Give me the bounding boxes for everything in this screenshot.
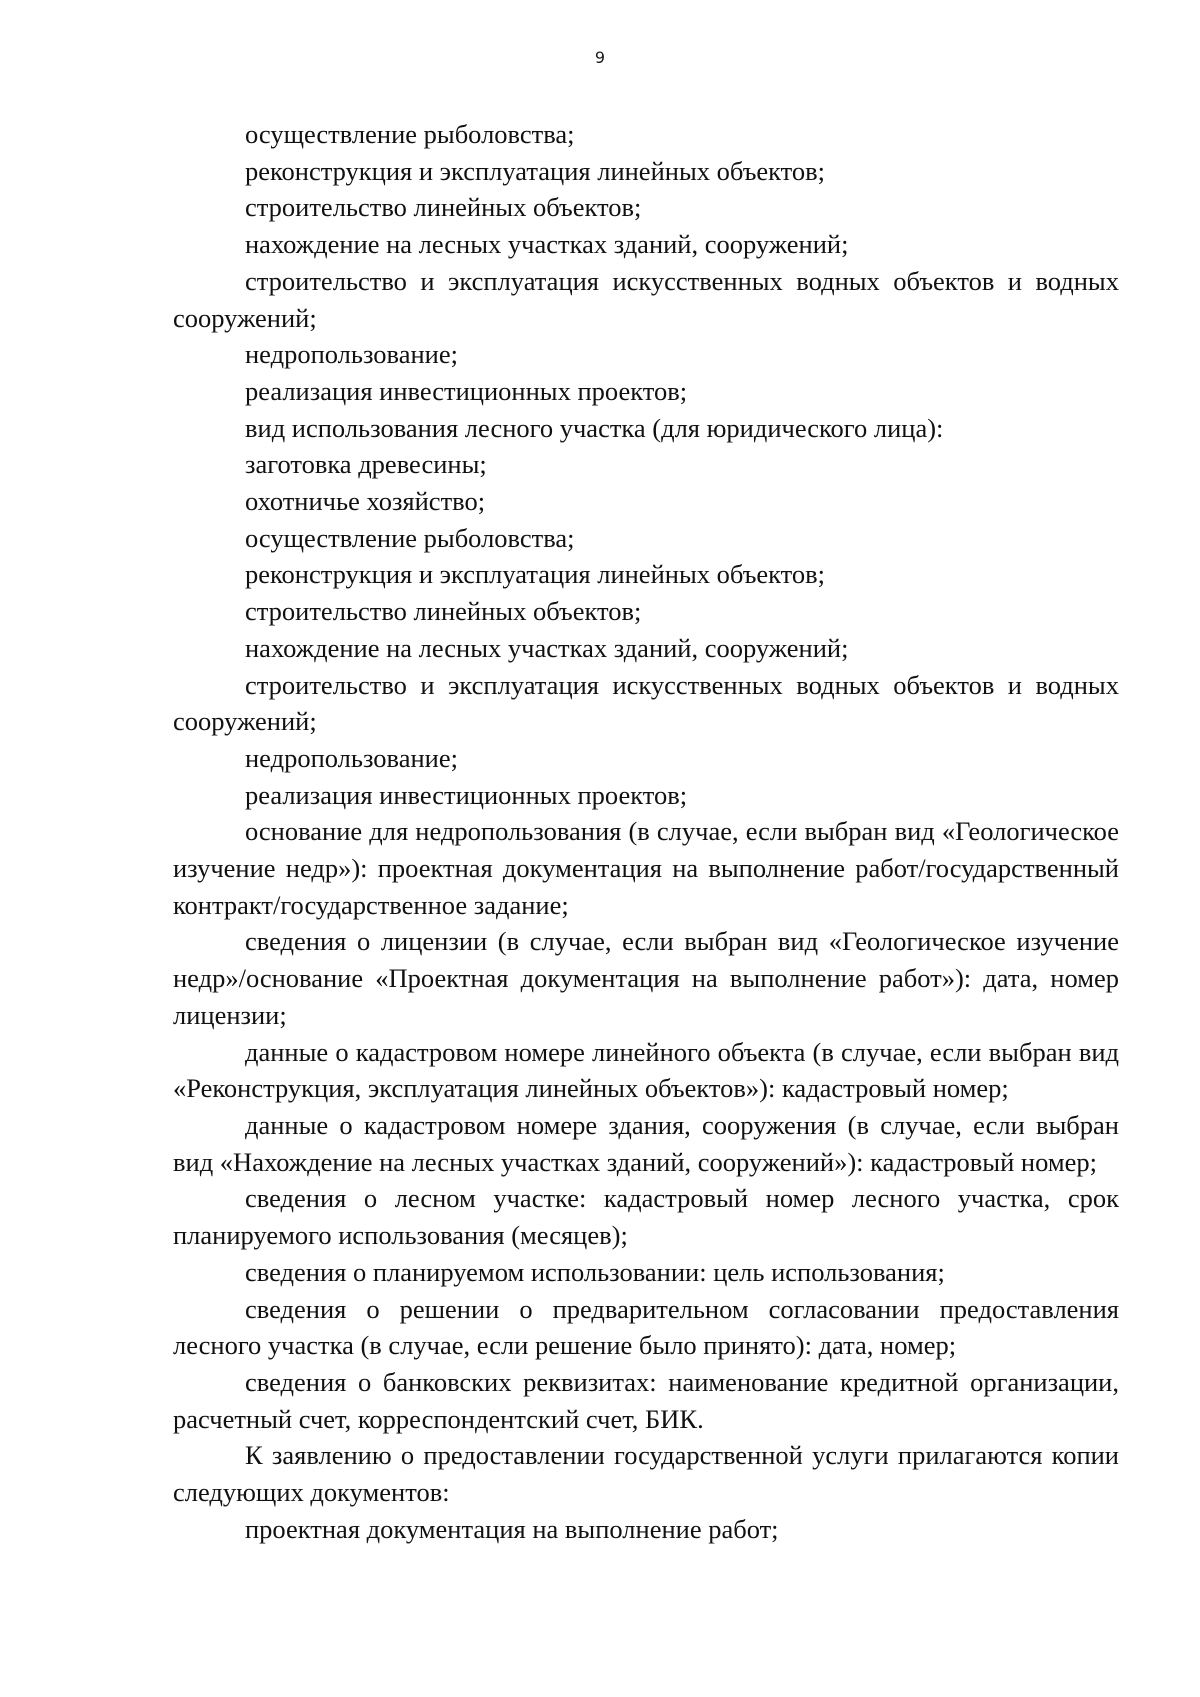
paragraph: осуществление рыболовства; (245, 522, 575, 553)
paragraph: нахождение на лесных участках зданий, сооружений; (245, 229, 849, 260)
paragraph: недропользование; (245, 339, 458, 370)
paragraph: заготовка древесины; (245, 449, 487, 480)
paragraph: вид использования лесного участка (для юридического лица): (245, 412, 944, 443)
paragraph: реконструкция и эксплуатация линейных объектов; (245, 155, 826, 186)
paragraph: реализация инвестиционных проектов; (245, 779, 688, 810)
paragraph: сведения о лицензии (в случае, если выбран вид «Геологическое изучение недр»/основание «Проектная документация на выполнение работ»): дата, номер лицензии; (173, 926, 1119, 1030)
document-body (173, 116, 1119, 1547)
paragraph: сведения о банковских реквизитах: наименование кредитной организации, расчетный счет, корреспондентский счет, БИК. (173, 1366, 1119, 1434)
paragraph: охотничье хозяйство; (245, 486, 486, 517)
paragraph: основание для недропользования (в случае, если выбран вид «Геологическое изучение недр»): проектная документация на выполнение работ/государственный контракт/государственное задание; (173, 816, 1119, 920)
paragraph: реализация инвестиционных проектов; (245, 375, 688, 406)
paragraph: К заявлению о предоставлении государственной услуги прилагаются копии следующих документов: (173, 1440, 1119, 1508)
paragraph: строительство и эксплуатация искусственных водных объектов и водных сооружений; (173, 669, 1119, 737)
paragraph: сведения о лесном участке: кадастровый номер лесного участка, срок планируемого использования (месяцев); (173, 1183, 1119, 1251)
paragraph: строительство линейных объектов; (245, 192, 642, 223)
page-number: 9 (594, 48, 606, 67)
paragraph: данные о кадастровом номере здания, сооружения (в случае, если выбран вид «Нахождение на лесных участках зданий, сооружений»): кадастровый номер; (173, 1109, 1119, 1177)
paragraph: проектная документация на выполнение работ; (245, 1513, 779, 1544)
paragraph: строительство и эксплуатация искусственных водных объектов и водных сооружений; (173, 265, 1119, 333)
paragraph: сведения о решении о предварительном согласовании предоставления лесного участка (в случае, если решение было принято): дата, номер; (173, 1293, 1119, 1361)
paragraph: данные о кадастровом номере линейного объекта (в случае, если выбран вид «Реконструкция, эксплуатация линейных объектов»): кадастровый номер; (173, 1036, 1119, 1104)
paragraph: строительство линейных объектов; (245, 596, 642, 627)
paragraph: нахождение на лесных участках зданий, сооружений; (245, 632, 849, 663)
paragraph: недропользование; (245, 742, 458, 773)
paragraph: осуществление рыболовства; (245, 119, 575, 149)
paragraph: сведения о планируемом использовании: цель использования; (245, 1256, 945, 1287)
paragraph: реконструкция и эксплуатация линейных объектов; (245, 559, 826, 590)
